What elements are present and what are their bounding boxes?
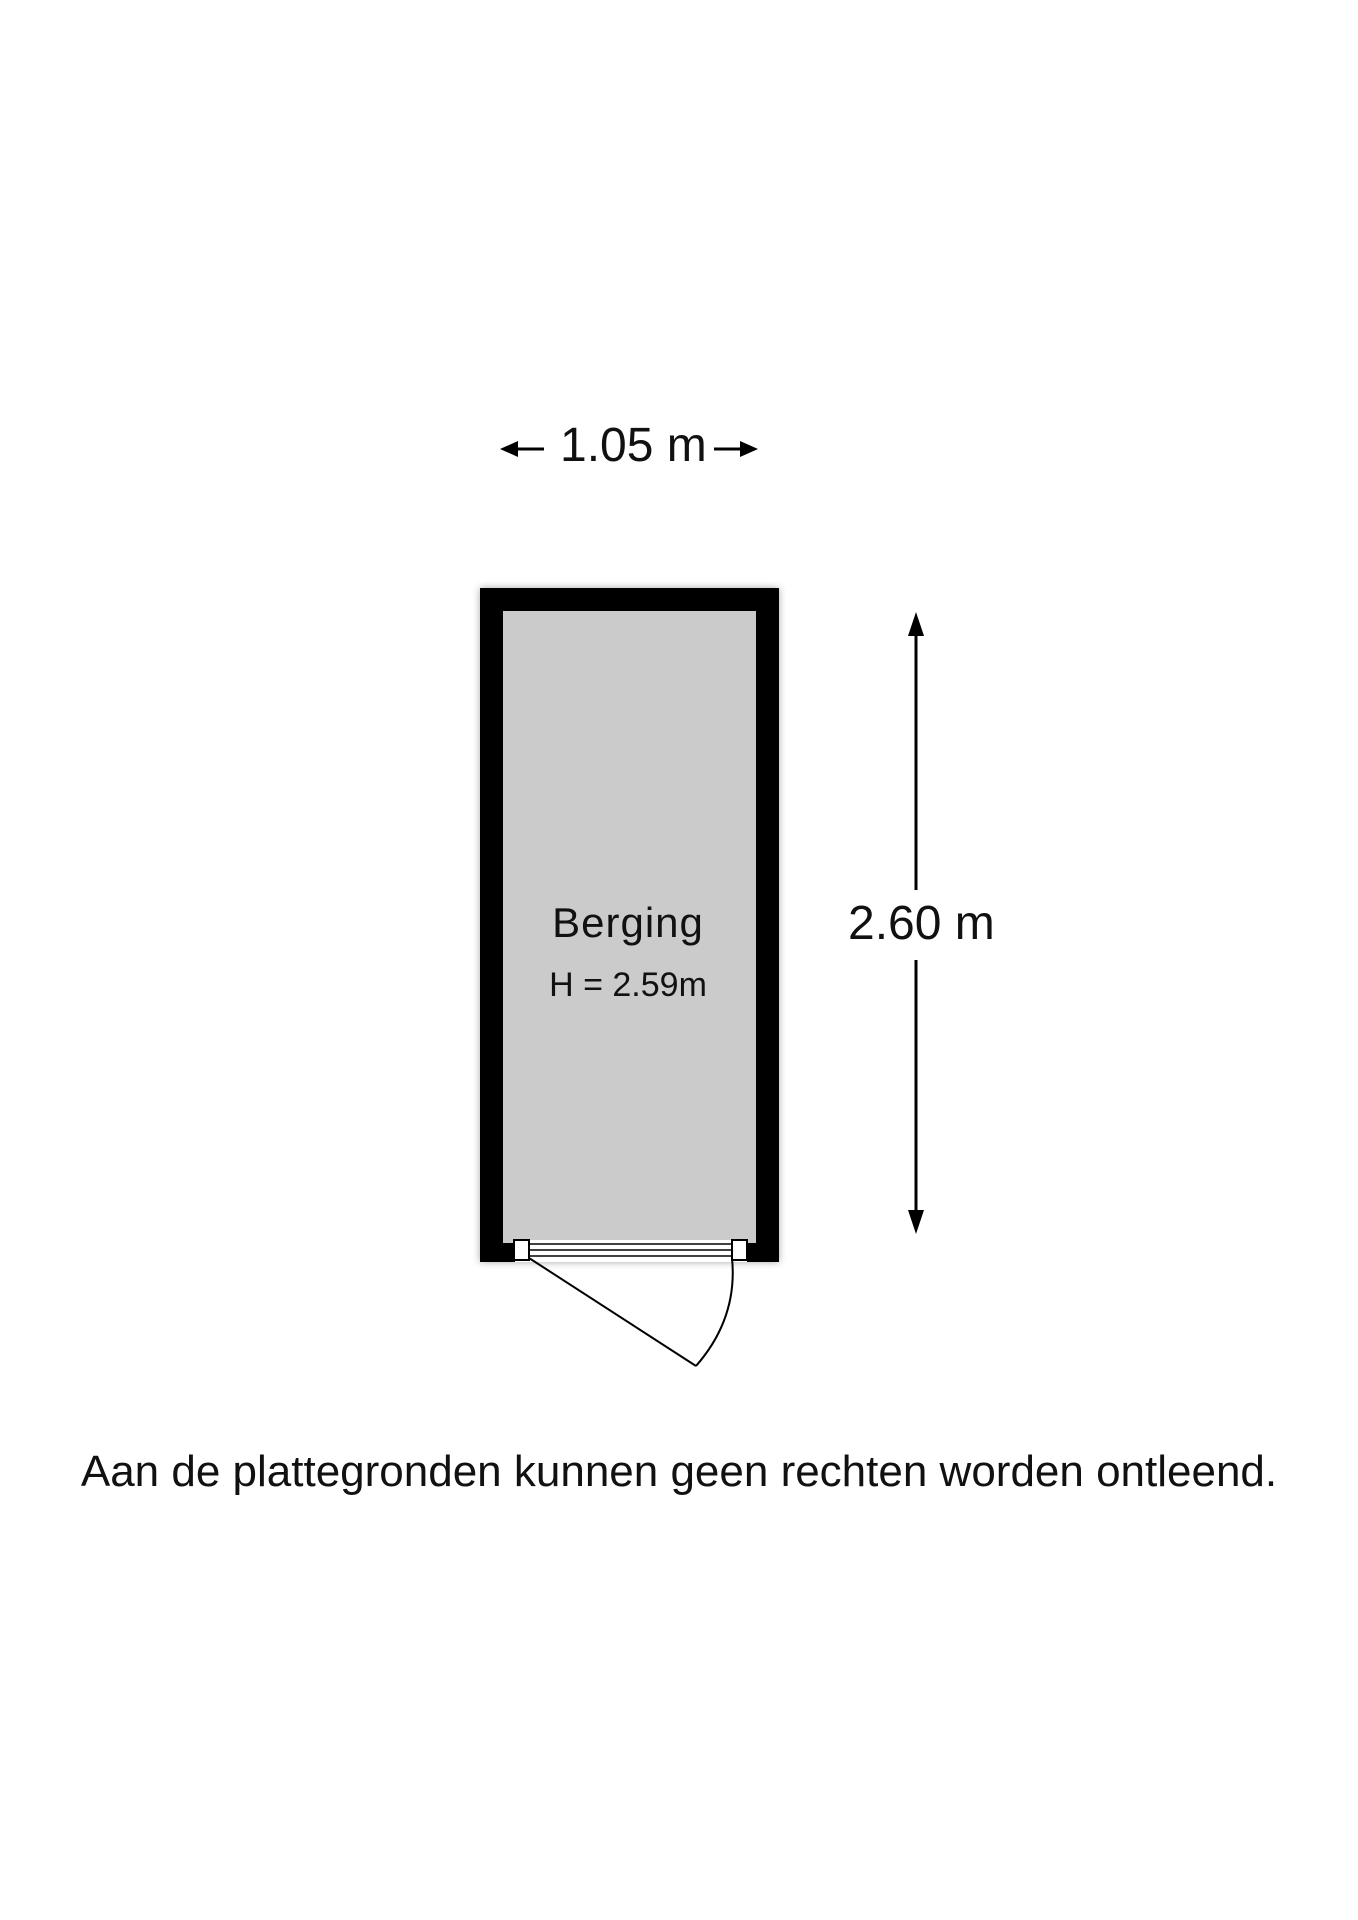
door-jamb-left [514,1240,529,1260]
height-dimension-label: 2.60 m [848,897,995,950]
width-dimension-label: 1.05 m [560,419,707,472]
door-jamb-right [732,1240,747,1260]
disclaimer-text: Aan de plattegronden kunnen geen rechten worden ontleend. [80,1447,1278,1496]
room-ceiling-height: H = 2.59m [549,966,707,1004]
door-swing [529,1258,733,1366]
room-name: Berging [552,899,704,946]
